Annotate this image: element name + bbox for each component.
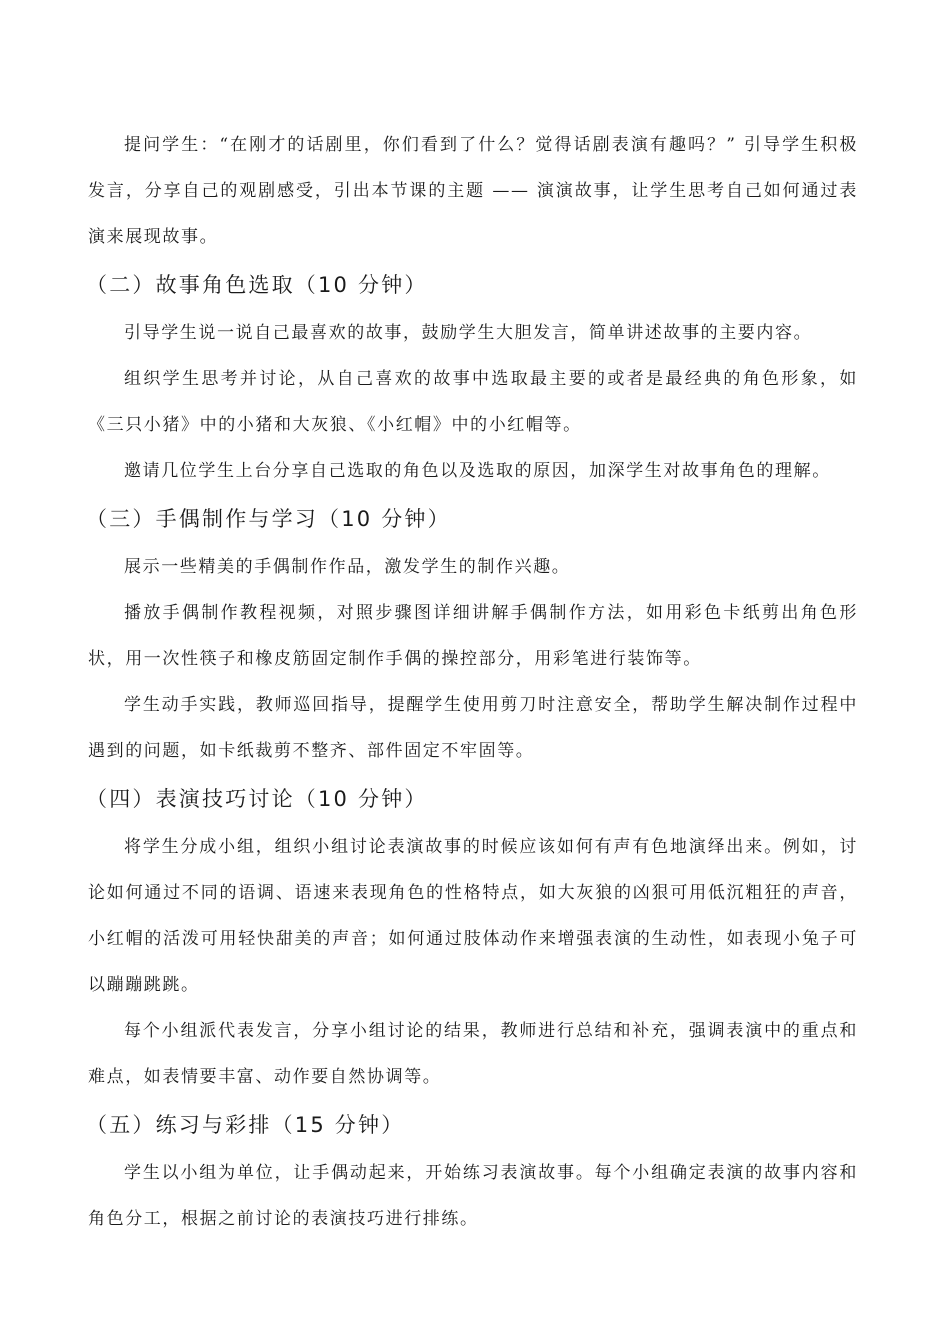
paragraph-show-puppets: 展示一些精美的手偶制作作品，激发学生的制作兴趣。 bbox=[124, 557, 571, 577]
paragraph-rehearsal: 学生以小组为单位，让手偶动起来，开始练习表演故事。每个小组确定表演的故事内容和角色分工，根据之前讨论的表演技巧进行排练。 bbox=[88, 1163, 858, 1229]
paragraph-intro-question: 提问学生：“在刚才的话剧里，你们看到了什么？觉得话剧表演有趣吗？” 引导学生积极发言，分享自己的观剧感受，引出本节课的主题 —— 演演故事，让学生思考自己如何通过表演来展现故事。 bbox=[88, 135, 858, 247]
section-heading-role-selection: （二）故事角色选取（10 分钟） bbox=[86, 273, 428, 297]
section-heading-rehearsal: （五）练习与彩排（15 分钟） bbox=[86, 1113, 405, 1137]
section-heading-puppet-making: （三）手偶制作与学习（10 分钟） bbox=[86, 507, 451, 531]
paragraph-hands-on-practice: 学生动手实践，教师巡回指导，提醒学生使用剪刀时注意安全，帮助学生解决制作过程中遇到的问题，如卡纸裁剪不整齐、部件固定不牢固等。 bbox=[88, 695, 858, 761]
paragraph-tutorial-video: 播放手偶制作教程视频，对照步骤图详细讲解手偶制作方法，如用彩色卡纸剪出角色形状，用一次性筷子和橡皮筋固定制作手偶的操控部分，用彩笔进行装饰等。 bbox=[88, 603, 858, 669]
paragraph-group-report: 每个小组派代表发言，分享小组讨论的结果，教师进行总结和补充，强调表演中的重点和难点，如表情要丰富、动作要自然协调等。 bbox=[88, 1021, 858, 1087]
section-heading-performance-skills: （四）表演技巧讨论（10 分钟） bbox=[86, 787, 428, 811]
paragraph-group-discussion: 将学生分成小组，组织小组讨论表演故事的时候应该如何有声有色地演绎出来。例如，讨论如何通过不同的语调、语速来表现角色的性格特点，如大灰狼的凶狠可用低沉粗狂的声音，小红帽的活泼可用轻快甜美的声音；如何通过肢体动作来增强表演的生动性，如表现小兔子可以蹦蹦跳跳。 bbox=[88, 837, 858, 995]
paragraph-share-roles: 邀请几位学生上台分享自己选取的角色以及选取的原因，加深学生对故事角色的理解。 bbox=[124, 461, 831, 481]
document-body bbox=[88, 122, 858, 1242]
paragraph-favorite-story: 引导学生说一说自己最喜欢的故事，鼓励学生大胆发言，简单讲述故事的主要内容。 bbox=[124, 323, 813, 343]
paragraph-select-roles: 组织学生思考并讨论，从自己喜欢的故事中选取最主要的或者是最经典的角色形象，如《三只小猪》中的小猪和大灰狼、《小红帽》中的小红帽等。 bbox=[88, 369, 858, 435]
